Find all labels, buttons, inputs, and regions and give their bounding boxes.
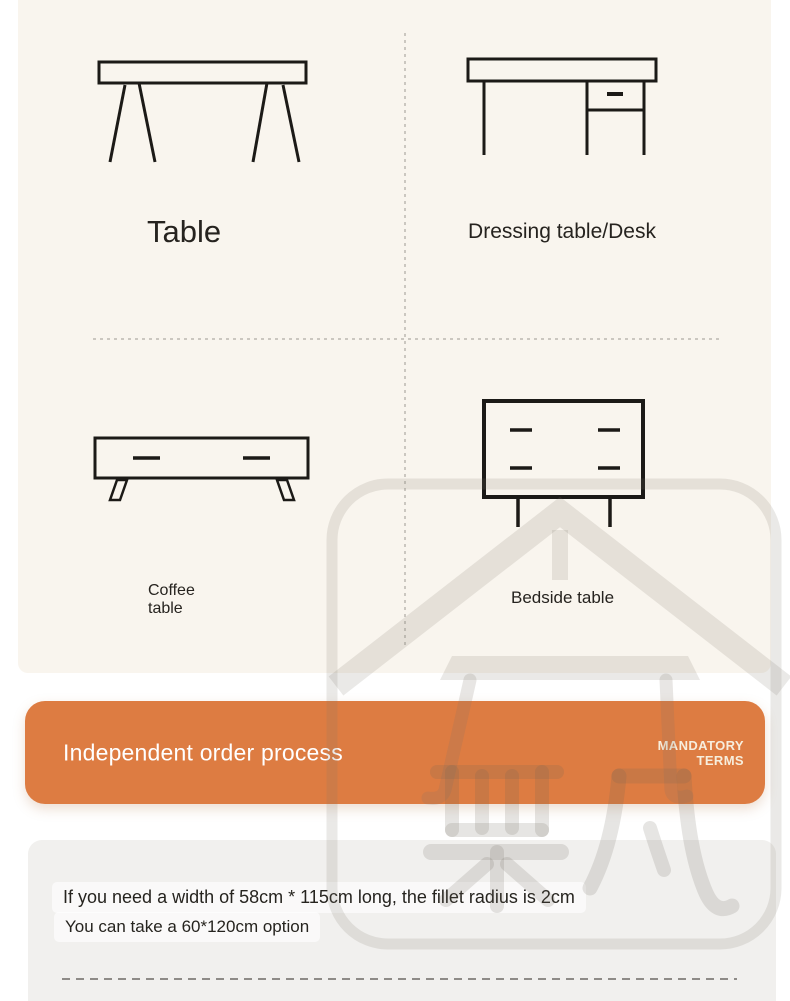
- size-note-line2: [54, 912, 320, 942]
- horizontal-dashed-divider: [93, 338, 721, 340]
- banner-title: Independent order process: [63, 739, 343, 765]
- desk-label: Dressing table/Desk: [468, 220, 656, 243]
- vertical-dashed-divider: [404, 33, 406, 647]
- size-note-panel: [28, 840, 776, 1001]
- bedside-table-label: Bedside table: [511, 588, 615, 607]
- size-note-line1: [52, 882, 586, 913]
- coffee-label-line1: Coffee: [148, 582, 195, 599]
- badge-line1: MANDATORY: [657, 737, 744, 753]
- mandatory-terms-badge: [658, 738, 744, 768]
- size-note-text2: You can take a 60*120cm option: [54, 912, 320, 942]
- coffee-table-label: [148, 582, 195, 618]
- size-note-text1: If you need a width of 58cm * 115cm long, the fillet radius is 2cm: [52, 882, 586, 913]
- order-process-banner: [25, 701, 765, 804]
- bedside-table-icon: [481, 398, 649, 532]
- table-icon: [96, 57, 312, 169]
- coffee-table-icon: [93, 436, 313, 506]
- table-label: Table: [147, 214, 222, 249]
- dashed-separator: [62, 978, 737, 980]
- desk-icon: [466, 57, 662, 159]
- coffee-label-line2: table: [148, 600, 183, 617]
- badge-line2: TERMS: [696, 752, 744, 768]
